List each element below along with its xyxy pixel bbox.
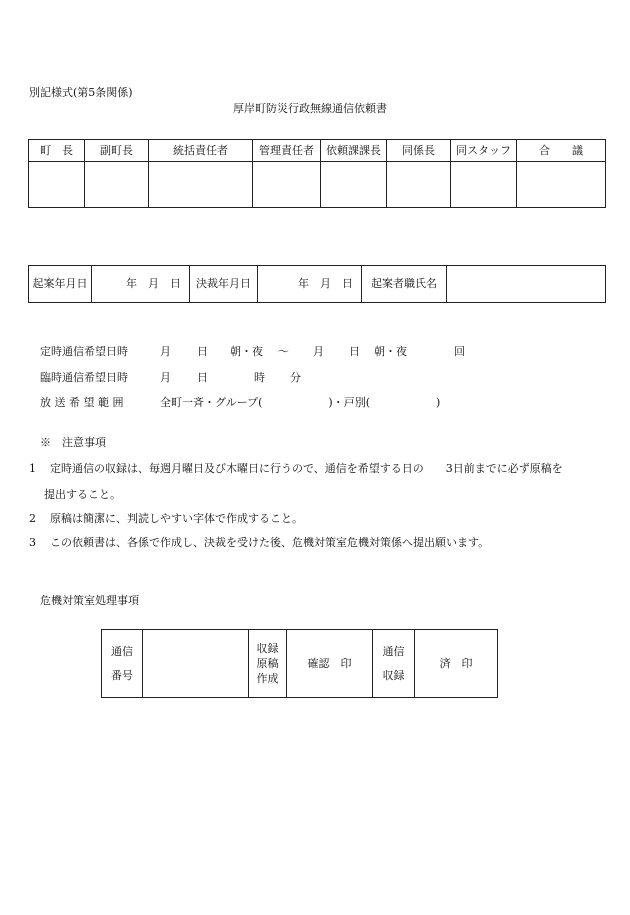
approval-header-deputy-mayor: 副町長 bbox=[85, 140, 149, 162]
approval-stamp-admin-manager[interactable] bbox=[253, 162, 321, 208]
decision-date-label: 決裁年月日 bbox=[190, 266, 258, 303]
recording-manuscript-label bbox=[249, 630, 287, 698]
scheduled-day-end[interactable]: 日 bbox=[349, 345, 360, 358]
drafter-field[interactable] bbox=[447, 266, 606, 303]
range-label: 放 送 希 望 範 囲 bbox=[40, 396, 124, 409]
date-table bbox=[28, 265, 606, 303]
recording-label-line2: 原稿 bbox=[256, 656, 279, 670]
scheduled-label: 定時通信希望日時 bbox=[40, 345, 128, 358]
scheduled-month-start[interactable]: 月 bbox=[160, 345, 171, 358]
approval-stamp-mayor[interactable] bbox=[29, 162, 85, 208]
approval-header-consultation: 合 議 bbox=[517, 140, 606, 162]
comm-number-label-bottom: 番号 bbox=[111, 668, 133, 682]
comm-recording-label bbox=[373, 630, 415, 698]
temporary-minute[interactable]: 分 bbox=[290, 371, 301, 384]
approval-header-subsection-chief: 同係長 bbox=[387, 140, 451, 162]
note-text: 定時通信の収録は、毎週月曜日及び木曜日に行うので、通信を希望する日の 3日前までに必ず原稿を bbox=[50, 462, 563, 475]
notes-heading: ※ 注意事項 bbox=[40, 436, 106, 449]
comm-recording-label-top: 通信 bbox=[382, 645, 405, 659]
done-stamp[interactable]: 済 印 bbox=[415, 630, 498, 698]
temporary-hour[interactable]: 時 bbox=[254, 371, 265, 384]
range-value[interactable]: 全町一斉・グループ( )・戸別( ) bbox=[160, 396, 441, 409]
approval-header-staff: 同スタッフ bbox=[451, 140, 517, 162]
comm-number-label-top: 通信 bbox=[111, 645, 133, 659]
note-number: 3 bbox=[29, 536, 36, 549]
processing-heading: 危機対策室処理事項 bbox=[40, 594, 139, 607]
approval-header-mayor: 町 長 bbox=[29, 140, 85, 162]
note-text: この依頼書は、各係で作成し、決裁を受けた後、危機対策室危機対策係へ提出願います。 bbox=[50, 536, 490, 549]
approval-stamp-consultation[interactable] bbox=[517, 162, 606, 208]
approval-header-section-chief: 依頼課課長 bbox=[321, 140, 387, 162]
comm-number-field[interactable] bbox=[143, 630, 249, 698]
scheduled-ampm-end[interactable]: 朝・夜 bbox=[374, 345, 407, 358]
scheduled-ampm-start[interactable]: 朝・夜 bbox=[230, 345, 263, 358]
confirmation-stamp[interactable]: 確認 印 bbox=[287, 630, 373, 698]
approval-stamp-section-chief[interactable] bbox=[321, 162, 387, 208]
scheduled-month-end[interactable]: 月 bbox=[313, 345, 324, 358]
temporary-day[interactable]: 日 bbox=[197, 371, 208, 384]
temporary-label: 臨時通信希望日時 bbox=[40, 371, 128, 384]
note-number: 2 bbox=[29, 512, 36, 525]
approval-header-admin-manager: 管理責任者 bbox=[253, 140, 321, 162]
recording-label-line1: 収録 bbox=[256, 641, 279, 655]
approval-stamp-deputy-mayor[interactable] bbox=[85, 162, 149, 208]
draft-date-field[interactable]: 年 月 日 bbox=[92, 266, 190, 303]
approval-stamp-staff[interactable] bbox=[451, 162, 517, 208]
processing-table bbox=[101, 629, 498, 698]
approval-header-general-manager: 統括責任者 bbox=[149, 140, 253, 162]
temporary-month[interactable]: 月 bbox=[160, 371, 171, 384]
draft-date-label: 起案年月日 bbox=[29, 266, 92, 303]
note-number: 1 bbox=[29, 462, 36, 475]
scheduled-day-start[interactable]: 日 bbox=[197, 345, 208, 358]
scheduled-times[interactable]: 回 bbox=[454, 345, 465, 358]
scheduled-tilde: ～ bbox=[278, 345, 289, 358]
note-text: 原稿は簡潔に、判読しやすい字体で作成すること。 bbox=[50, 512, 303, 525]
approval-stamp-general-manager[interactable] bbox=[149, 162, 253, 208]
decision-date-field[interactable]: 年 月 日 bbox=[258, 266, 362, 303]
page-title: 厚岸町防災行政無線通信依頼書 bbox=[233, 102, 387, 115]
approval-table bbox=[28, 139, 606, 208]
recording-label-line3: 作成 bbox=[256, 672, 279, 686]
comm-recording-label-bottom: 収録 bbox=[382, 668, 405, 682]
comm-number-label bbox=[102, 630, 143, 698]
approval-stamp-subsection-chief[interactable] bbox=[387, 162, 451, 208]
form-reference: 別記様式(第5条関係) bbox=[29, 86, 133, 99]
drafter-label: 起案者職氏名 bbox=[362, 266, 447, 303]
note-text-continuation: 提出すること。 bbox=[44, 488, 121, 501]
